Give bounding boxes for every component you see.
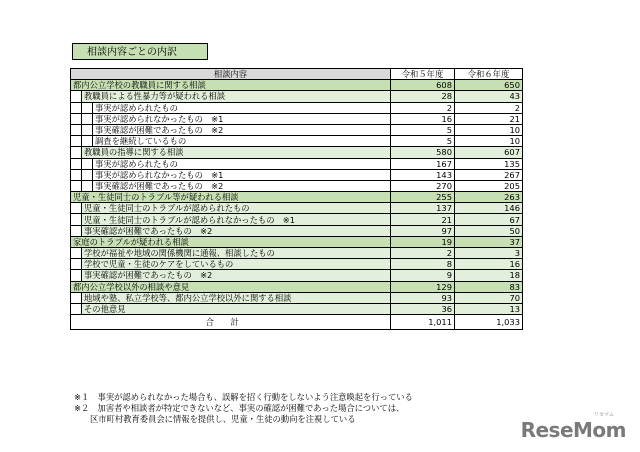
table-title: 相談内容ごとの内訳 <box>72 43 208 60</box>
table-row <box>71 203 523 214</box>
indent-cell <box>71 169 82 180</box>
row-label: 学校が福祉や地域の関係機関に通報、相談したもの <box>82 248 391 259</box>
indent-cell <box>71 91 82 102</box>
table-header-row <box>71 69 523 80</box>
table-row <box>71 113 523 124</box>
value-r6: 70 <box>455 292 523 303</box>
value-r5: 5 <box>391 136 455 147</box>
table-row <box>71 225 523 236</box>
table-row <box>71 303 523 314</box>
row-label: 教職員の指導に関する相談 <box>82 147 391 158</box>
table-row <box>71 158 523 169</box>
value-r5: 137 <box>391 203 455 214</box>
row-label: 児童・生徒同士のトラブルが認められたもの <box>82 203 391 214</box>
indent-cell <box>82 102 93 113</box>
table-row <box>71 136 523 147</box>
indent-cell <box>71 147 82 158</box>
value-r5: 16 <box>391 113 455 124</box>
value-r5: 608 <box>391 80 455 91</box>
indent-cell <box>71 303 82 314</box>
value-r5: 21 <box>391 214 455 225</box>
header-col-r5: 令和５年度 <box>391 69 455 80</box>
indent-cell <box>82 124 93 135</box>
table-body <box>71 80 523 330</box>
row-label: 都内公立学校以外の相談や意見 <box>71 281 391 292</box>
table-row <box>71 292 523 303</box>
row-label: 事実が認められたもの <box>93 158 391 169</box>
table-row <box>71 180 523 191</box>
indent-cell <box>71 124 82 135</box>
value-r5: 19 <box>391 236 455 247</box>
table-row <box>71 259 523 270</box>
indent-cell <box>71 158 82 169</box>
total-row <box>71 315 523 330</box>
indent-cell <box>82 113 93 124</box>
row-label: 事実が認められなかったもの ※1 <box>93 113 391 124</box>
indent-cell <box>71 214 82 225</box>
total-r6: 1,033 <box>455 315 523 330</box>
value-r6: 18 <box>455 270 523 281</box>
table-row <box>71 147 523 158</box>
row-label: 事実が認められなかったもの ※1 <box>93 169 391 180</box>
row-label: 教職員による性暴力等が疑われる相談 <box>82 91 391 102</box>
value-r6: 16 <box>455 259 523 270</box>
indent-cell <box>71 248 82 259</box>
value-r6: 205 <box>455 180 523 191</box>
table-row <box>71 270 523 281</box>
value-r5: 255 <box>391 192 455 203</box>
indent-cell <box>82 169 93 180</box>
value-r6: 10 <box>455 124 523 135</box>
value-r6: 10 <box>455 136 523 147</box>
table-row <box>71 80 523 91</box>
value-r5: 93 <box>391 292 455 303</box>
row-label: 都内公立学校の教職員に関する相談 <box>71 80 391 91</box>
header-col-r6: 令和６年度 <box>455 69 523 80</box>
resemom-logo: ReseMom <box>520 418 626 442</box>
row-label: 事実確認が困難であったもの ※2 <box>82 270 391 281</box>
row-label: 事実確認が困難であったもの ※2 <box>93 124 391 135</box>
indent-cell <box>71 292 82 303</box>
logo-kana: リセマム <box>594 412 614 418</box>
table-row <box>71 236 523 247</box>
value-r6: 21 <box>455 113 523 124</box>
value-r5: 97 <box>391 225 455 236</box>
table-row <box>71 281 523 292</box>
row-label: 家庭のトラブルが疑われる相談 <box>71 236 391 247</box>
value-r6: 37 <box>455 236 523 247</box>
row-label: 児童・生徒同士のトラブル等が疑われる相談 <box>71 192 391 203</box>
value-r5: 580 <box>391 147 455 158</box>
footnote-2: ※２ 加害者や相談者が特定できないなど、事実の確認が困難であった場合については、 <box>74 403 405 413</box>
value-r6: 67 <box>455 214 523 225</box>
table-row <box>71 248 523 259</box>
indent-cell <box>71 113 82 124</box>
footnote-2-cont: 区市町村教育委員会に情報を提供し、児童・生徒の動向を注視している <box>90 414 356 424</box>
value-r5: 129 <box>391 281 455 292</box>
indent-cell <box>71 259 82 270</box>
value-r5: 9 <box>391 270 455 281</box>
footnote-1: ※１ 事実が認められなかった場合も、誤解を招く行動をしないよう注意喚起を行っている <box>74 392 413 402</box>
row-label: 事実確認が困難であったもの ※2 <box>93 180 391 191</box>
value-r5: 167 <box>391 158 455 169</box>
value-r6: 83 <box>455 281 523 292</box>
row-label: その他意見 <box>82 303 391 314</box>
row-label: 調査を継続しているもの <box>93 136 391 147</box>
value-r5: 5 <box>391 124 455 135</box>
row-label: 児童・生徒同士のトラブルが認められなかったもの ※1 <box>82 214 391 225</box>
indent-cell <box>82 158 93 169</box>
value-r6: 650 <box>455 80 523 91</box>
table-row <box>71 91 523 102</box>
indent-cell <box>71 270 82 281</box>
value-r6: 13 <box>455 303 523 314</box>
row-label: 学校で児童・生徒のケアをしているもの <box>82 259 391 270</box>
value-r5: 36 <box>391 303 455 314</box>
value-r5: 270 <box>391 180 455 191</box>
value-r6: 263 <box>455 192 523 203</box>
value-r6: 50 <box>455 225 523 236</box>
indent-cell <box>82 180 93 191</box>
value-r5: 8 <box>391 259 455 270</box>
row-label: 地域や塾、私立学校等、都内公立学校以外に関する相談 <box>82 292 391 303</box>
value-r5: 2 <box>391 102 455 113</box>
row-label: 事実確認が困難であったもの ※2 <box>82 225 391 236</box>
value-r6: 43 <box>455 91 523 102</box>
value-r5: 2 <box>391 248 455 259</box>
table-row <box>71 192 523 203</box>
table-row <box>71 214 523 225</box>
consultation-table <box>70 68 523 330</box>
table-row <box>71 102 523 113</box>
table-row <box>71 169 523 180</box>
indent-cell <box>71 203 82 214</box>
value-r5: 143 <box>391 169 455 180</box>
indent-cell <box>71 225 82 236</box>
value-r6: 607 <box>455 147 523 158</box>
value-r6: 135 <box>455 158 523 169</box>
total-r5: 1,011 <box>391 315 455 330</box>
header-label: 相談内容 <box>71 69 391 80</box>
footnotes <box>74 392 413 425</box>
value-r6: 146 <box>455 203 523 214</box>
value-r6: 3 <box>455 248 523 259</box>
value-r5: 28 <box>391 91 455 102</box>
value-r6: 267 <box>455 169 523 180</box>
total-label: 合計 <box>71 315 391 330</box>
value-r6: 2 <box>455 102 523 113</box>
indent-cell <box>71 102 82 113</box>
indent-cell <box>71 136 82 147</box>
table-row <box>71 124 523 135</box>
row-label: 事実が認められたもの <box>93 102 391 113</box>
indent-cell <box>71 180 82 191</box>
indent-cell <box>82 136 93 147</box>
